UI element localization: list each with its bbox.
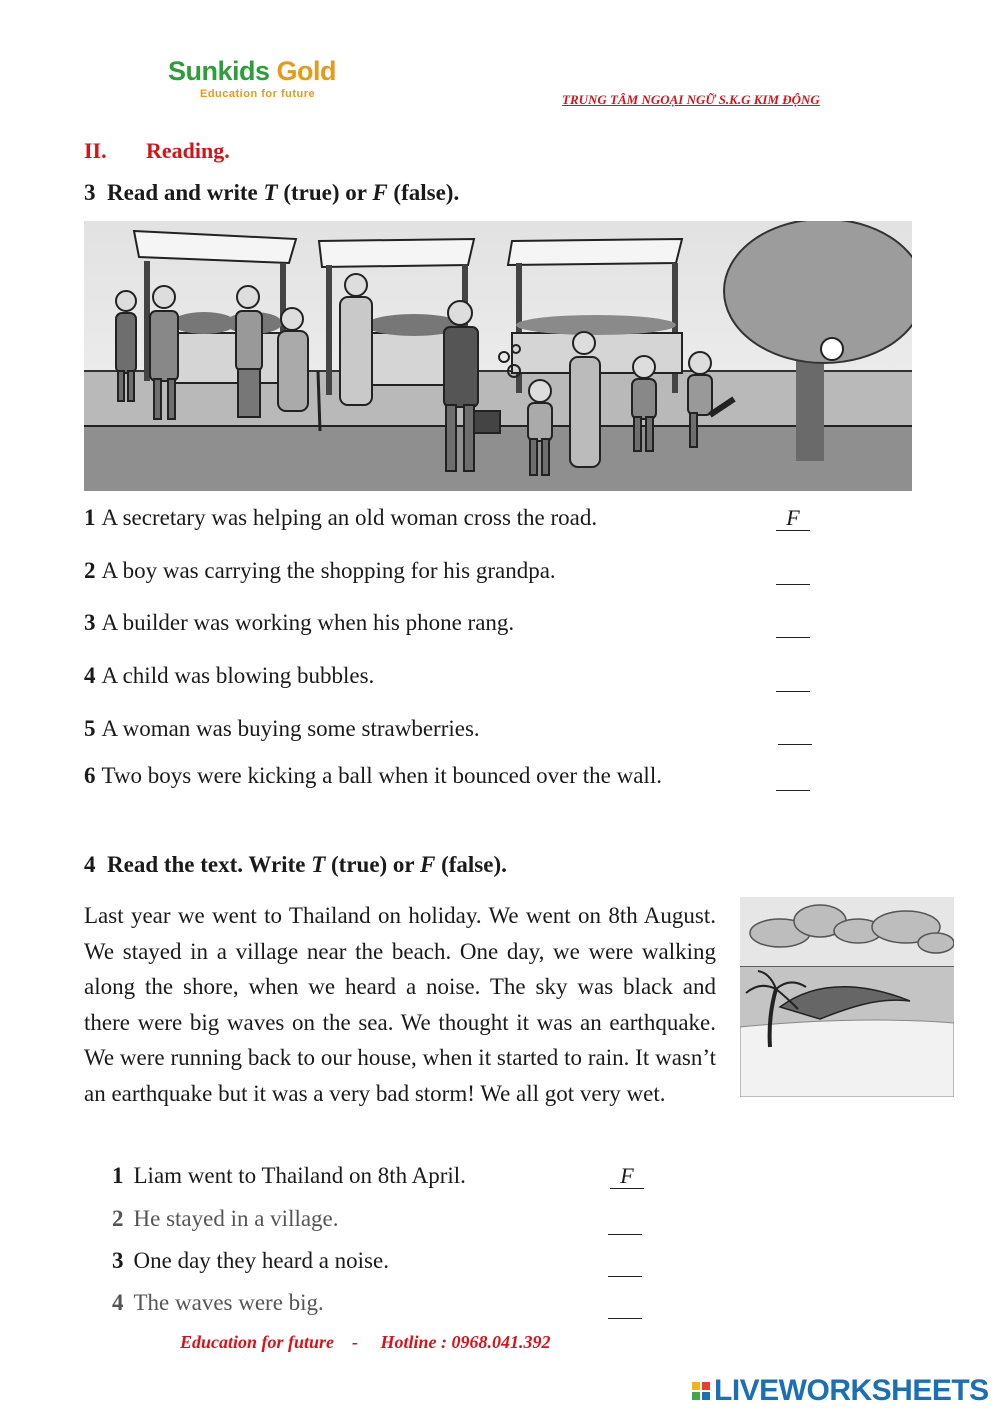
reading-passage: Last year we went to Thailand on holiday. We went on 8th August. We stayed in a village near the beach. One day, we were walking along the shore, when we heard a noise. The sky was black and there were big waves on the sea. We thought it was an earthquake. We were running back to our house, when it started to rain. It wasn’t an earthquake but it was a very bad storm! We all got very wet. xyxy=(84,903,716,1106)
footer xyxy=(180,1332,551,1353)
ex3-question-2 xyxy=(84,558,556,584)
question-text: One day they heard a noise. xyxy=(133,1248,389,1273)
liveworksheets-logo-icon xyxy=(692,1382,710,1400)
section-number: II. xyxy=(84,138,107,163)
heading-f: F xyxy=(372,180,388,205)
question-number: 6 xyxy=(84,763,96,788)
exercise-4-heading xyxy=(84,852,507,878)
question-number: 1 xyxy=(84,505,96,530)
question-text: A builder was working when his phone rang. xyxy=(101,610,515,635)
question-text: He stayed in a village. xyxy=(133,1206,339,1231)
ex4-answer-1[interactable]: F xyxy=(610,1164,644,1189)
ex4-question-3 xyxy=(112,1248,389,1274)
center-name: TRUNG TÂM NGOẠI NGỮ S.K.G KIM ĐỘNG xyxy=(562,92,820,107)
ex3-question-6 xyxy=(84,763,662,789)
ex3-question-1 xyxy=(84,505,597,531)
section-title xyxy=(84,138,230,164)
footer-separator: - xyxy=(352,1332,359,1352)
heading-t: T xyxy=(311,852,326,877)
footer-hotline: Hotline : 0968.041.392 xyxy=(380,1332,551,1352)
question-number: 2 xyxy=(84,558,96,583)
market-illustration xyxy=(84,221,912,491)
beach-storm-illustration xyxy=(740,897,954,1097)
question-text: A secretary was helping an old woman cross the road. xyxy=(101,505,598,530)
liveworksheets-text: LIVEWORKSHEETS xyxy=(714,1374,989,1407)
question-text: A child was blowing bubbles. xyxy=(101,663,375,688)
question-number: 2 xyxy=(112,1206,124,1231)
question-number: 4 xyxy=(84,663,96,688)
ex3-question-4 xyxy=(84,663,374,689)
logo-text-gold: Gold xyxy=(276,56,337,86)
heading-f: F xyxy=(419,852,436,877)
question-number: 1 xyxy=(112,1163,124,1188)
ex3-question-3 xyxy=(84,610,514,636)
ex3-question-5 xyxy=(84,716,480,742)
ball xyxy=(821,338,843,360)
ex3-answer-5[interactable] xyxy=(778,720,812,745)
footer-slogan: Education for future xyxy=(180,1332,335,1352)
ex3-answer-6[interactable] xyxy=(776,766,810,791)
beach-sand xyxy=(740,1020,954,1097)
heading-text: Read and write xyxy=(107,180,264,205)
ex4-question-1 xyxy=(112,1163,466,1189)
heading-text: Read the text. Write xyxy=(107,852,312,877)
heading-text: (false). xyxy=(435,852,507,877)
logo-title xyxy=(168,58,336,85)
ex4-answer-3[interactable] xyxy=(608,1252,642,1277)
section-label: Reading. xyxy=(146,138,230,163)
question-text: A woman was buying some strawberries. xyxy=(101,716,480,741)
ex3-answer-3[interactable] xyxy=(776,613,810,638)
question-number: 5 xyxy=(84,716,96,741)
ex3-answer-4[interactable] xyxy=(776,667,810,692)
heading-text: (false). xyxy=(387,180,460,205)
liveworksheets-brand[interactable] xyxy=(692,1374,989,1408)
exercise-number: 4 xyxy=(84,852,96,877)
ex3-answer-1[interactable]: F xyxy=(776,506,810,531)
ex4-question-4 xyxy=(112,1290,324,1316)
ex4-answer-2[interactable] xyxy=(608,1210,642,1235)
question-number: 4 xyxy=(112,1290,124,1315)
logo-text-sunkids: Sunkids xyxy=(168,56,270,86)
question-text: Liam went to Thailand on 8th April. xyxy=(133,1163,466,1188)
question-text: A boy was carrying the shopping for his grandpa. xyxy=(101,558,556,583)
ex4-answer-4[interactable] xyxy=(608,1294,642,1319)
ex4-question-2 xyxy=(112,1206,339,1232)
heading-t: T xyxy=(263,180,278,205)
question-text: The waves were big. xyxy=(133,1290,324,1315)
ex3-answer-2[interactable] xyxy=(776,560,810,585)
pavement xyxy=(84,426,912,491)
question-text: Two boys were kicking a ball when it bounced over the wall. xyxy=(101,763,662,788)
question-number: 3 xyxy=(84,610,96,635)
heading-text: (true) or xyxy=(277,180,373,205)
exercise-3-heading xyxy=(84,180,459,206)
exercise-number: 3 xyxy=(84,180,96,205)
heading-text: (true) or xyxy=(325,852,420,877)
question-number: 3 xyxy=(112,1248,124,1273)
logo-tagline: Education for future xyxy=(200,88,316,100)
